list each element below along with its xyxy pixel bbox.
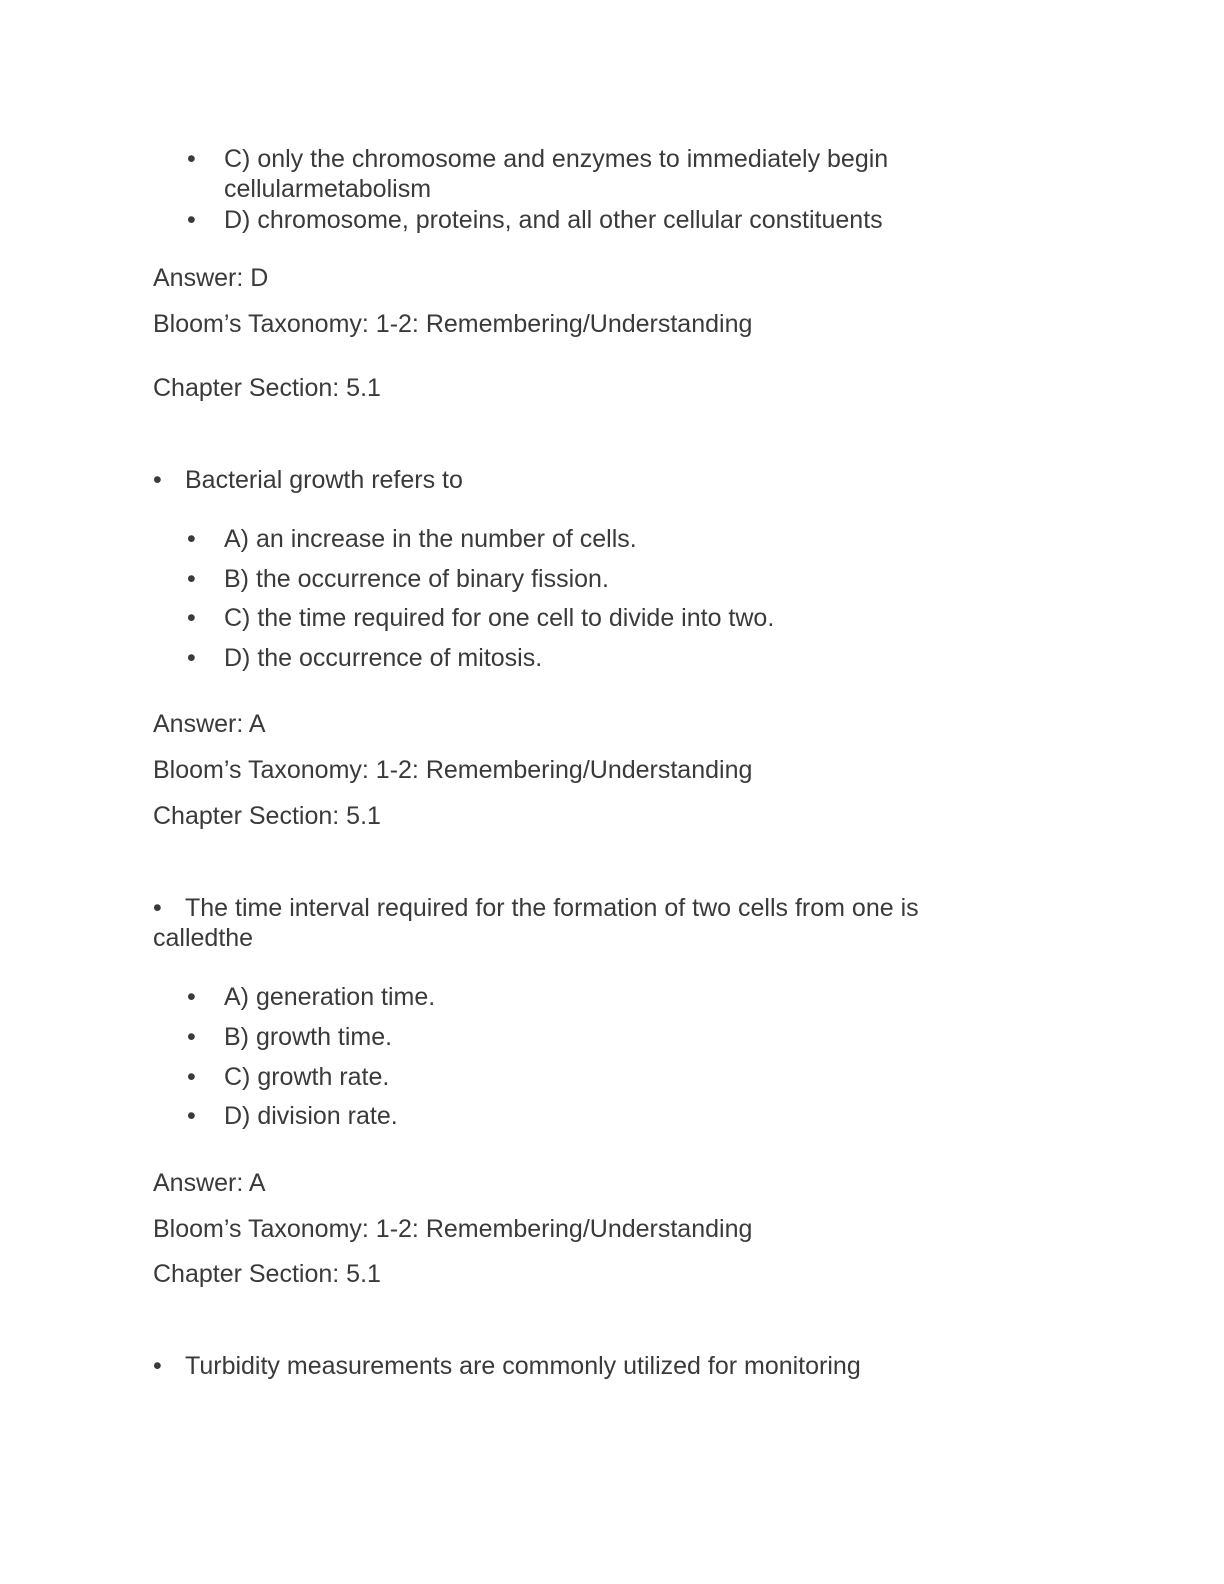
blooms-taxonomy: Bloom’s Taxonomy: 1-2: Remembering/Understanding: [153, 310, 753, 338]
blooms-taxonomy: Bloom’s Taxonomy: 1-2: Remembering/Understanding: [153, 756, 753, 784]
option-d: D) division rate.: [224, 1102, 398, 1130]
answer: Answer: D: [153, 264, 269, 292]
question-text: Bacterial growth refers to: [185, 466, 463, 494]
option-a: A) an increase in the number of cells.: [224, 525, 637, 553]
chapter-section: Chapter Section: 5.1: [153, 374, 381, 402]
chapter-section: Chapter Section: 5.1: [153, 1260, 381, 1288]
answer: Answer: A: [153, 1169, 266, 1197]
question-text: Turbidity measurements are commonly utilized for monitoring: [185, 1352, 861, 1380]
option-a: A) generation time.: [224, 983, 436, 1011]
question-text-continued: calledthe: [153, 924, 254, 952]
bullet-icon: •: [187, 644, 196, 672]
answer: Answer: A: [153, 710, 266, 738]
chapter-section: Chapter Section: 5.1: [153, 802, 381, 830]
option-c: C) only the chromosome and enzymes to immediately begin: [224, 145, 889, 173]
bullet-icon: •: [187, 1023, 196, 1051]
bullet-icon: •: [187, 1102, 196, 1130]
bullet-icon: •: [187, 983, 196, 1011]
blooms-taxonomy: Bloom’s Taxonomy: 1-2: Remembering/Understanding: [153, 1215, 753, 1243]
question-text: The time interval required for the formation of two cells from one is: [185, 894, 919, 922]
option-d: D) chromosome, proteins, and all other cellular constituents: [224, 206, 883, 234]
option-b: B) growth time.: [224, 1023, 393, 1051]
option-c-continued: cellularmetabolism: [224, 175, 432, 203]
bullet-icon: •: [187, 565, 196, 593]
bullet-icon: •: [187, 525, 196, 553]
bullet-icon: •: [153, 894, 162, 922]
option-b: B) the occurrence of binary fission.: [224, 565, 609, 593]
bullet-icon: •: [187, 145, 196, 173]
bullet-icon: •: [153, 1352, 162, 1380]
option-d: D) the occurrence of mitosis.: [224, 644, 543, 672]
bullet-icon: •: [187, 206, 196, 234]
bullet-icon: •: [153, 466, 162, 494]
bullet-icon: •: [187, 1063, 196, 1091]
option-c: C) the time required for one cell to divide into two.: [224, 604, 775, 632]
bullet-icon: •: [187, 604, 196, 632]
option-c: C) growth rate.: [224, 1063, 390, 1091]
